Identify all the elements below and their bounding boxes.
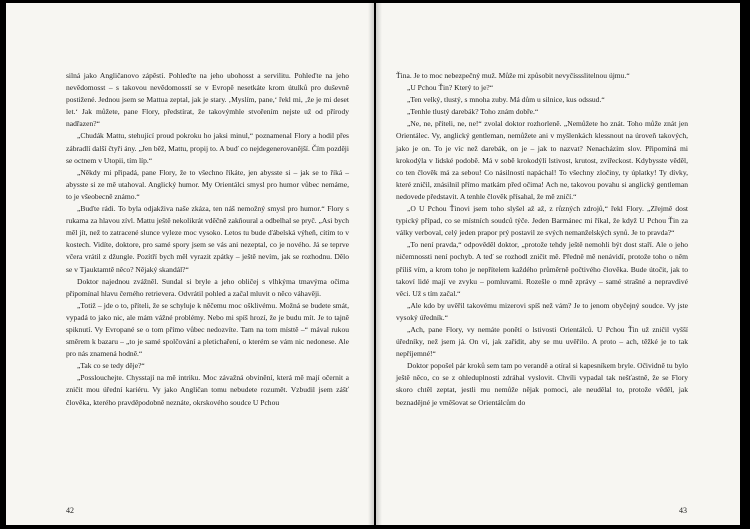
paragraph: „Ten velký, tlustý, s mnoha zuby. Má dům u silnice, kus odssud.“ xyxy=(407,95,605,105)
page-number-left: 42 xyxy=(66,506,74,515)
paragraph: „Tak co se tedy děje?“ xyxy=(77,361,145,371)
paragraph: „Ale kdo by uvěřil takovému mizerovi spíš než vám? Je to jenom obyčejný soudce. Vy jste vysoký úředník.“ xyxy=(396,300,688,322)
page-number-right: 43 xyxy=(679,506,687,515)
paragraph: „To není pravda,“ odpověděl doktor, „protože tehdy ještě nemohli být dost staří. Ale o jeho ničemnossti není pochyb. A teď se rozhodl zničit mě. Předně mě nenávidí, protože toho o něm příliš vím, a krom toho je nepřítelem každého průměrně počtivého člověka. Bude útočit, jak to takoví lidé mají ve zvyku – pomluvami. Rozešle o mně zprávy – samé strašné a nepravdivé věci. Už s tím začal.“ xyxy=(396,240,688,298)
paragraph: „Někdy mi připadá, pane Flory, že to všechno říkáte, jen abysste si – jak se to říká – abysste si ze mě utahoval. Anglický humor. My Orientálci smysl pro humor vůbec nemáme, to je všeobecně známo.“ xyxy=(66,167,349,201)
paragraph: silná jako Angličanovo zápěstí. Pohleďte na jeho ubohosst a servilitu. Pohleďte na jeho nevědomosst – s takovou nevědomosstí se v Evropě nesetkáte krom útulků pro duševně postižené. Jednou jsem se Mattua zeptal, jak je stary. ‚Myslím, pane,‘ řekl mi, ‚že je mi deset let.‘ Jak můžete, pane Flory, předstírat, že takovýmhle stvořením nejste už od přírody nadřazen?“ xyxy=(66,71,349,129)
left-page xyxy=(6,3,374,525)
paragraph: „O U Pchou Ťinovi jsem toho slyšel až až, z různých zdrojů,“ řekl Flory. „Zřejmě dost typický případ, co se místních soudců týče. Jeden Barmánec mi říkal, že když U Pchou Ťin za války verboval, celý jeden prapor prý postavil ze svých nemanželských synů. Je to pravda?“ xyxy=(396,204,688,238)
paragraph: „Posslouchejte. Chysstají na mě intriku. Moc závažná obvinění, která mě mají očernit a zničit mou úřední kariéru. Vy jako Angličan tomu nebudete rozumět. Vzbudil jsem zášť člověka, kterého pravděpodobně neznáte, okrskového soudce U Pchou xyxy=(66,373,349,407)
paragraph: Doktor najednou zvážněl. Sundal si bryle a jeho obličej s vlhkýma tmavýma očima připomínal hlavu černého retrievera. Odvrátil pohled a začal mluvit o něco váhavěji. xyxy=(66,276,349,298)
paragraph: „U Pchou Ťin? Který to je?“ xyxy=(407,83,494,93)
paragraph: „Ach, pane Flory, vy nemáte ponětí o lstivosti Orientálců. U Pchou Ťin už zničil vyšší úředníky, než jsem já. On ví, jak zařídit, aby se mu uvěřilo. A proto – ach, těžké je to tak nepříjemné!“ xyxy=(396,324,688,359)
paragraph: „Buďte rádi. To byla odjakživa naše zkáza, ten náš nemožný smysl pro humor.“ Flory s rukama za hlavou zívl. Mattu ještě nekolikrát vděčně zakňoural a odbelhal se pryč. „Asi bych měl jít, než to zatracené slunce vyleze moc vysoko. Letos tu bude ďábelská výheň, cítím to v kostech. Vidíte, doktore, pro samé spory jsem se vás ani nezeptal, co je nového. Já se teprve včera vrátil z džungle. Pozítří bych měl vyrazit zpátky – ještě nevím, jak se rozhodnu. Dělo se v Tjauktamtě něco? Nějaký skandál?“ xyxy=(66,204,349,274)
left-page-text xyxy=(66,70,349,409)
paragraph: Ťina. Je to moc nebezpečný muž. Může mi způsobit nevyčíssslitelnou újmu.“ xyxy=(396,71,630,80)
paragraph: „Ne, ne, příteli, ne, ne!“ zvolal doktor rozhorleně. „Nemůžete ho znát. Toho může znát jen Orientálec. Vy, anglický gentleman, nemůžete ani v myšlenkách klessnout na úroveň takových, jako je on. To je víc než darebák, on je – jak to nazvat? Nenacházím slov. Připomíná mi krokodýla v lidské podobě. Má v sobě krokodýlí lstivost, krutost, zvířeckost. Kdybysste věděl, co ten člověk má za sebou! Co násilností napáchal! To všechny zločiny, ty úplatky! Ty dívky, které zničil, znásilnil přímo matkám před očima! Ach ne, takovou povahu si anglický gentleman nedovede představit. A tenhle člověk přísahal, že mě zničí.“ xyxy=(396,119,688,201)
paragraph: „Totiž – jde o to, příteli, že se schyluje k něčemu moc ošklivému. Možná se budete smát, vypadá to jako nic, ale mám vážné problémy. Nebo mi spíš hrozí, že je budu mít. Je to tajně spiknutí. Vy Evropané se o tom přímo vůbec nedozvíte. Tam na tom místtě –“ mával rukou směrem k bazaru – „to je samé spolčování a pletichaření, o kterém se vám nic nedonese. Ale pro nás znamená hodně.“ xyxy=(66,300,349,359)
right-page xyxy=(376,3,740,525)
paragraph: Doktor popošel pár kroků sem tam po verandě a otíral si kapesníkem bryle. Očividně tu bylo ještě něco, co se z ohleduplnosti zdráhal vyslovit. Chvíli vypadal tak nešťastně, že se Flory skoro chtěl zeptat, jestli mu nemůže nějak pomoci, ale neudělal to, protože věděl, jak beznadějné je vměšovat se Orientálcům do xyxy=(396,361,688,407)
right-page-text xyxy=(396,70,688,409)
paragraph: „Tenhle tlustý darebák? Toho znám dobře.“ xyxy=(407,107,539,117)
paragraph: „Chudák Mattu, stehující proud pokroku ho jaksi minul,“ poznamenal Flory a hodil přes zábradlí další čtyři ány. „Jen běž, Mattu, propij to. A buď co nejdegenerovanější. Čím později se octnem v Utopii, tím líp.“ xyxy=(66,131,349,165)
